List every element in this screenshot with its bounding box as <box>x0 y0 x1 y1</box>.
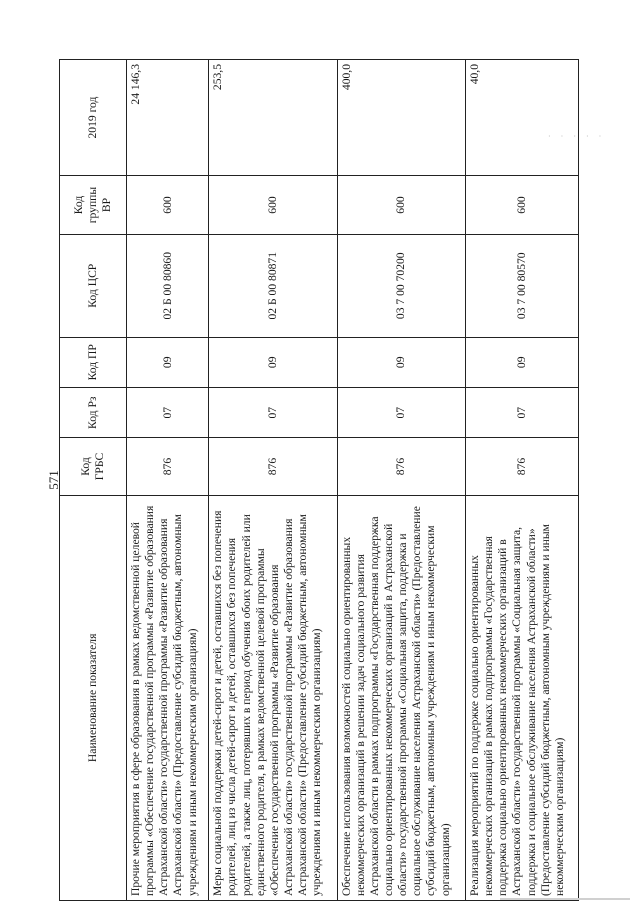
scan-artifact: · · · · · <box>548 132 606 141</box>
row-grbs: 876 <box>127 438 209 495</box>
row-name: Меры социальной поддержки детей-сирот и детей, оставшихся без попечения родителей, лиц из числа детей-сирот и детей, оставшихся без попечения родителей, а также лиц, потерявших в период обучения обоих родителей или единственного родителя, в рамках ведомственной целевой программы «Обеспечение государственной программы «Развитие образования Астраханской области» государственной программы «Развитие образования Астраханской области» (Предоставление субсидий бюджетным, автономным учреждениям и иным некоммерческим организациям) <box>209 495 337 900</box>
row-name: Обеспечение использования возможностей социально ориентированных некоммерческих организаций в решении задач социального развития Астраханской области в рамках подпрограммы «Государственная поддержка социально ориентированных некоммерческих организаций в Астраханской области» государственной программы «Социальная защита, поддержка и социальное обслуживание населения Астраханской области» (Предоставление субсидий бюджетным, автономным учреждениям и иным некоммерческим организациям) <box>337 495 465 900</box>
row-csr: 02 Б 00 80860 <box>127 234 209 337</box>
table-row <box>127 60 209 901</box>
table-header-row <box>60 60 127 901</box>
row-csr: 03 7 00 80570 <box>465 234 578 337</box>
row-pr: 09 <box>209 337 337 387</box>
row-amount: 253,5 <box>209 60 337 176</box>
header-vr: Код группы ВР <box>60 176 127 235</box>
header-grbs: Код ГРБС <box>60 438 127 495</box>
row-grbs: 876 <box>465 438 578 495</box>
rotated-page-content <box>59 59 579 901</box>
row-csr: 03 7 00 70200 <box>337 234 465 337</box>
header-pr: Код ПР <box>60 337 127 387</box>
row-vr: 600 <box>127 176 209 235</box>
row-grbs: 876 <box>337 438 465 495</box>
row-vr: 600 <box>209 176 337 235</box>
row-amount: 24 146,3 <box>127 60 209 176</box>
header-csr: Код ЦСР <box>60 234 127 337</box>
scan-edge-line <box>500 898 630 900</box>
header-year: 2019 год <box>60 60 127 176</box>
row-vr: 600 <box>337 176 465 235</box>
row-pr: 09 <box>465 337 578 387</box>
row-rz: 07 <box>337 387 465 437</box>
budget-table <box>59 59 579 901</box>
row-name: Прочие мероприятия в сфере образования в рамках ведомственной целевой программы «Обеспечение государственной программы «Развитие образования Астраханской области» государственной программы «Развитие образования Астраханской области» (Предоставление субсидий бюджетным, автономным учреждениям и иным некоммерческим организациям) <box>127 495 209 900</box>
row-rz: 07 <box>127 387 209 437</box>
row-grbs: 876 <box>209 438 337 495</box>
row-name: Реализация мероприятий по поддержке социально ориентированных некоммерческих организаций в рамках подпрограммы «Государственная поддержка социально ориентированных некоммерческих организаций в Астраханской области» государственной программы «Социальная защита, поддержка и социальное обслуживание населения Астраханской области» (Предоставление субсидий бюджетным, автономным учреждениям и иным некоммерческим организациям) <box>465 495 578 900</box>
row-amount: 40,0 <box>465 60 578 176</box>
table-row <box>209 60 337 901</box>
row-amount: 400,0 <box>337 60 465 176</box>
header-name: Наименование показателя <box>60 495 127 900</box>
row-vr: 600 <box>465 176 578 235</box>
row-pr: 09 <box>337 337 465 387</box>
row-pr: 09 <box>127 337 209 387</box>
row-rz: 07 <box>465 387 578 437</box>
table-row <box>465 60 578 901</box>
page-number: 571 <box>46 470 61 490</box>
table-row <box>337 60 465 901</box>
row-rz: 07 <box>209 387 337 437</box>
header-rz: Код Рз <box>60 387 127 437</box>
row-csr: 02 Б 00 80871 <box>209 234 337 337</box>
